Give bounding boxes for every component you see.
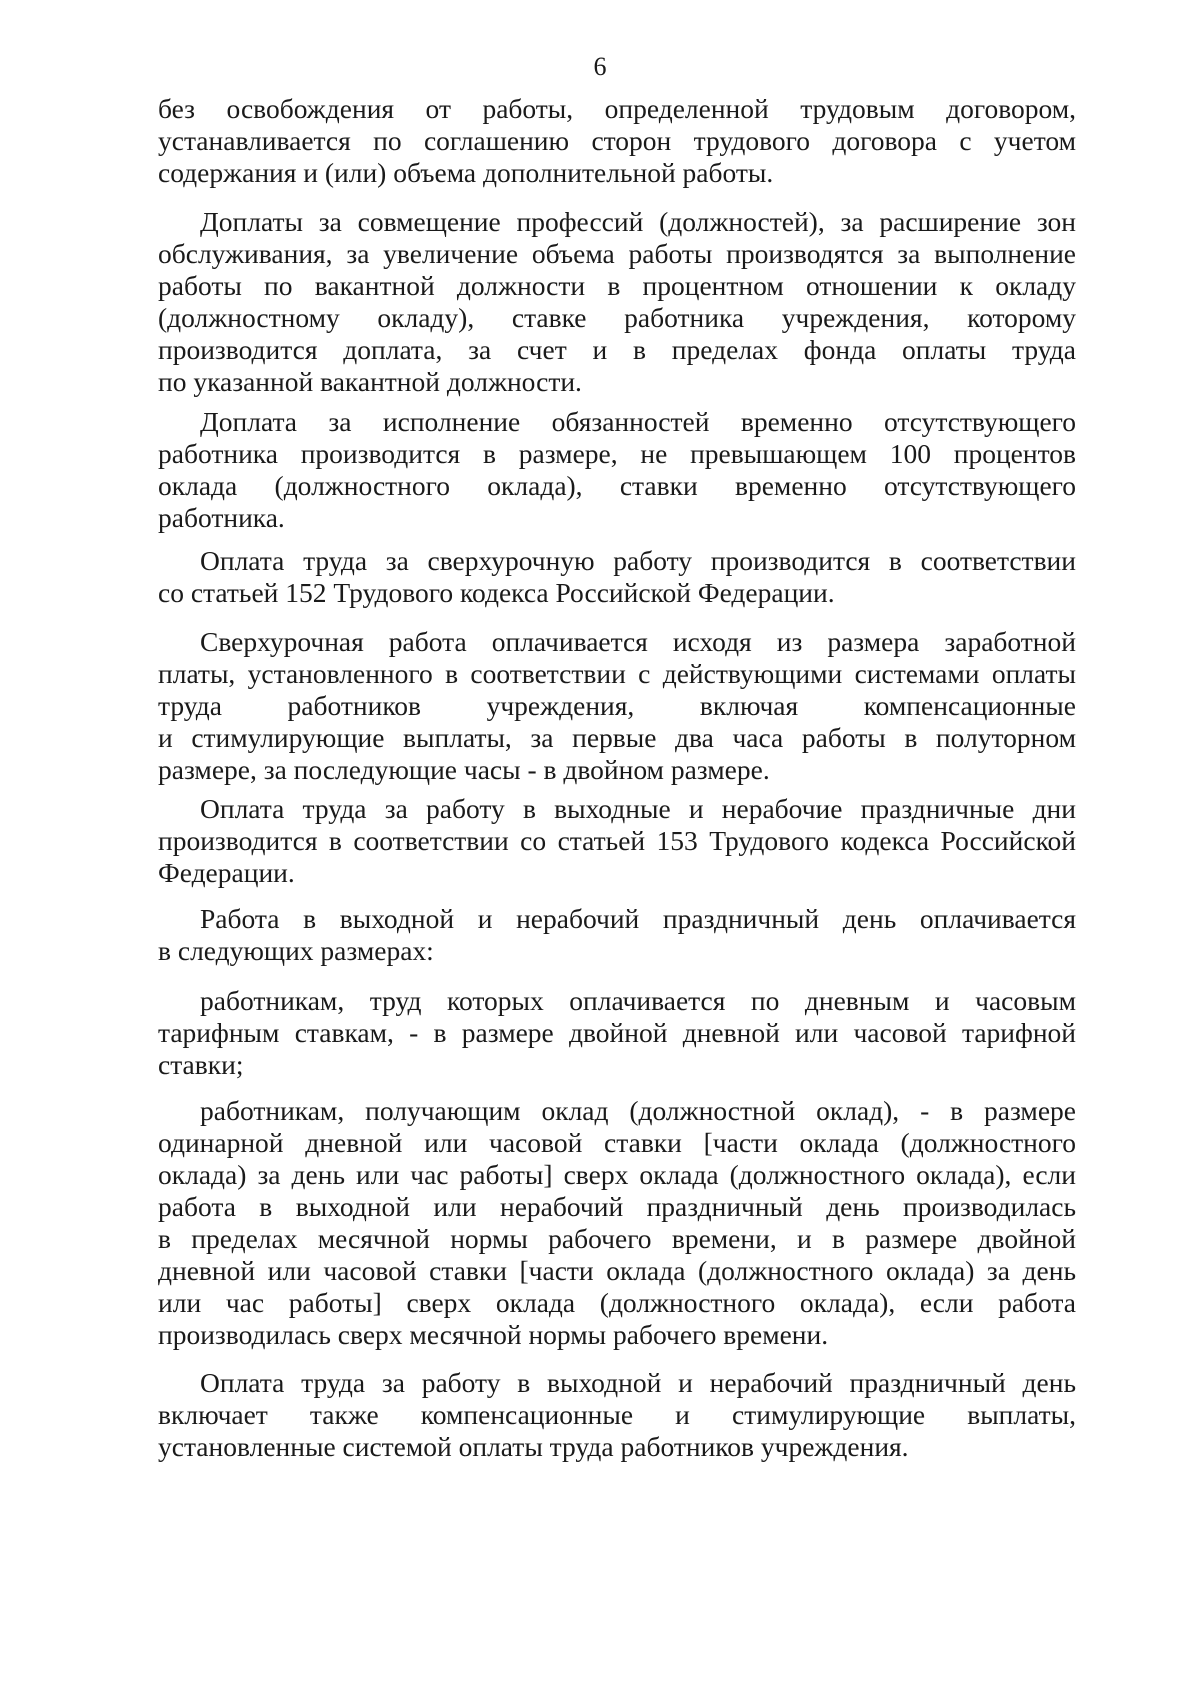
- text-line: обслуживания, за увеличение объема работы производятся за выполнение: [158, 238, 1076, 269]
- text-line: оклада (должностного оклада), ставки временно отсутствующего: [158, 470, 1076, 501]
- text-line: или час работы] сверх оклада (должностного оклада), если работа: [158, 1287, 1076, 1318]
- text-line: ставки;: [158, 1049, 244, 1080]
- text-line: дневной или часовой ставки [части оклада (должностного оклада) за день: [158, 1255, 1076, 1286]
- text-line: Федерации.: [158, 857, 295, 888]
- paragraph-overtime-rates: [158, 626, 1076, 786]
- text-line: устанавливается по соглашению сторон трудового договора с учетом: [158, 125, 1076, 156]
- text-line: производится доплата, за счет и в пределах фонда оплаты труда: [158, 334, 1076, 365]
- text-line: без освобождения от работы, определенной трудовым договором,: [158, 93, 1076, 124]
- text-line: со статьей 152 Трудового кодекса Российской Федерации.: [158, 577, 835, 608]
- text-line: оклада) за день или час работы] сверх оклада (должностного оклада), если: [158, 1159, 1076, 1190]
- text-line: Доплата за исполнение обязанностей временно отсутствующего: [200, 406, 1076, 437]
- text-line: Доплаты за совмещение профессий (должностей), за расширение зон: [200, 206, 1076, 237]
- text-line: производилась сверх месячной нормы рабочего времени.: [158, 1319, 829, 1350]
- text-line: одинарной дневной или часовой ставки [части оклада (должностного: [158, 1127, 1076, 1158]
- text-line: работника производится в размере, не превышающем 100 процентов: [158, 438, 1076, 469]
- text-line: включает также компенсационные и стимулирующие выплаты,: [158, 1399, 1076, 1430]
- text-line: содержания и (или) объема дополнительной работы.: [158, 157, 774, 188]
- paragraph-holiday-pay-includes: [158, 1367, 1076, 1463]
- text-line: работникам, труд которых оплачивается по дневным и часовым: [200, 985, 1076, 1016]
- paragraph-holiday-rates-intro: [158, 903, 1076, 967]
- text-line: в следующих размерах:: [158, 935, 434, 966]
- text-line: труда работников учреждения, включая компенсационные: [158, 690, 1076, 721]
- text-line: тарифным ставкам, - в размере двойной дневной или часовой тарифной: [158, 1017, 1076, 1048]
- paragraph-tariff-workers: [158, 985, 1076, 1081]
- paragraph-combination-surcharges: [158, 206, 1076, 398]
- paragraph-salaried-workers: [158, 1095, 1076, 1351]
- page-number: 6: [593, 52, 607, 81]
- text-line: в пределах месячной нормы рабочего времени, и в размере двойной: [158, 1223, 1076, 1254]
- text-line: размере, за последующие часы - в двойном размере.: [158, 754, 770, 785]
- text-line: работника.: [158, 502, 285, 533]
- text-line: и стимулирующие выплаты, за первые два часа работы в полуторном: [158, 722, 1076, 753]
- paragraph-absent-worker-surcharge: [158, 406, 1076, 534]
- text-line: платы, установленного в соответствии с действующими системами оплаты: [158, 658, 1076, 689]
- text-line: (должностному окладу), ставке работника учреждения, которому: [158, 302, 1076, 333]
- text-line: работа в выходной или нерабочий праздничный день производилась: [158, 1191, 1076, 1222]
- text-line: Оплата труда за работу в выходной и нерабочий праздничный день: [200, 1367, 1076, 1398]
- text-line: Оплата труда за сверхурочную работу производится в соответствии: [200, 545, 1076, 576]
- text-line: по указанной вакантной должности.: [158, 366, 582, 397]
- text-line: Сверхурочная работа оплачивается исходя из размера заработной: [200, 626, 1076, 657]
- paragraph-holiday-pay: [158, 793, 1076, 889]
- text-line: установленные системой оплаты труда работников учреждения.: [158, 1431, 909, 1462]
- text-line: работникам, получающим оклад (должностной оклад), - в размере: [200, 1095, 1076, 1126]
- text-line: Оплата труда за работу в выходные и нерабочие праздничные дни: [200, 793, 1076, 824]
- text-line: работы по вакантной должности в процентном отношении к окладу: [158, 270, 1076, 301]
- paragraph-overtime-pay: [158, 545, 1076, 609]
- text-line: Работа в выходной и нерабочий праздничный день оплачивается: [200, 903, 1076, 934]
- text-line: производится в соответствии со статьей 153 Трудового кодекса Российской: [158, 825, 1076, 856]
- paragraph-additional-work-terms: [158, 93, 1076, 189]
